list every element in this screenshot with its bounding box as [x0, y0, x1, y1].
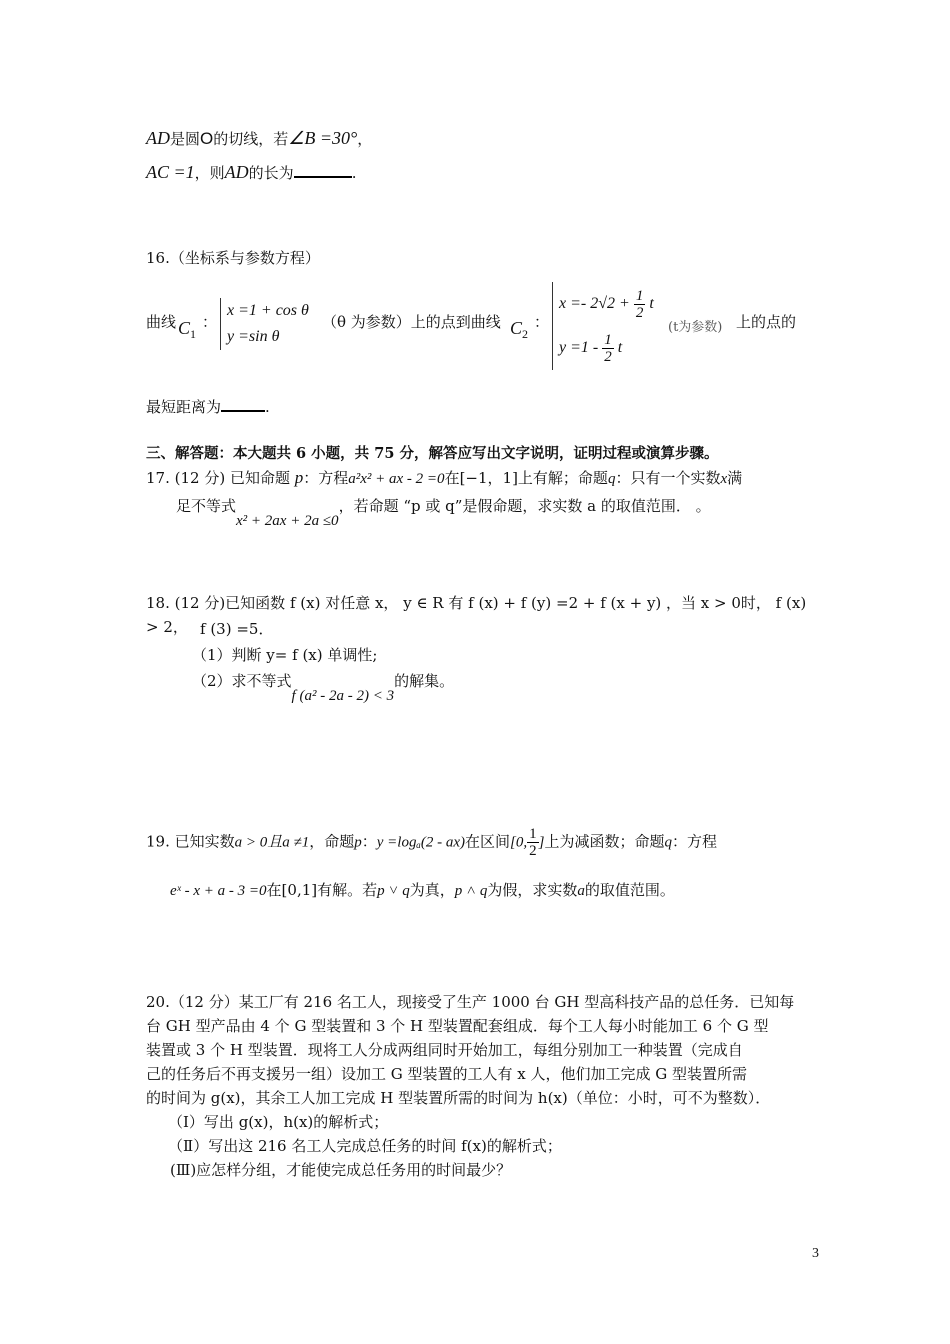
- q20-part1: （Ⅰ）写出 g(x)，h(x)的解析式；: [168, 1113, 389, 1131]
- q16-c2: $C_2$: [510, 318, 529, 341]
- q16-param1: （θ 为参数）上的点到曲线: [322, 313, 501, 331]
- q16-c1-eq2: y =sin θ: [227, 328, 280, 345]
- q15-line2: [146, 160, 820, 185]
- q16-post: 上的点的: [736, 313, 797, 331]
- q15-comma: ，: [357, 130, 373, 148]
- q20-line4: 己的任务后不再支援另一组）设加工 G 型装置的工人有 x 人，他们加工完成 G 型装置所需: [146, 1065, 748, 1083]
- q16-c1-eq1: x =1 + cos θ: [227, 302, 309, 319]
- page-number: 3: [812, 1246, 819, 1261]
- q15-ad: AD: [146, 128, 170, 148]
- q16-c1: $C_1$: [178, 318, 197, 341]
- q15-o: O: [200, 129, 214, 148]
- q19-line1: 19. 已知实数a > 0且a ≠1，命题p：y =logₐ(2 - ax)在区间[0, $\frac{1}{2}$ ]上为减函数；命题q：方程: [146, 826, 717, 859]
- q18-line1: 18. (12 分)已知函数 f (x) 对任意 x， y ∈ R 有 f (x) + f (y) =2 + f (x + y) ，当 x > 0时， f (x) > 2，: [146, 594, 807, 636]
- q18-part1: （1）判断 y= f (x) 单调性;: [192, 646, 378, 664]
- q15-answer-blank: [294, 160, 352, 178]
- q15-angle: ∠B =30°: [288, 128, 358, 148]
- q16-answer-blank: [221, 394, 265, 412]
- q16-period: .: [265, 398, 270, 416]
- q16-body: [146, 282, 820, 382]
- q16-shortest: 最短距离为: [146, 398, 222, 416]
- q15-text3: ，则: [194, 164, 225, 182]
- q15-text2: 的切线，若: [213, 130, 289, 148]
- q20-line2: 台 GH 型产品由 4 个 G 型装置和 3 个 H 型装置配套组成．每个工人每小时能加工 6 个 G 型: [146, 1017, 769, 1035]
- q16-line2: [146, 394, 820, 419]
- q15-ad2: AD: [224, 162, 249, 182]
- q16-param2: (t为参数): [668, 320, 723, 335]
- q15-ac: AC =1: [146, 162, 195, 182]
- q20-line1: 20.（12 分）某工厂有 216 名工人，现接受了生产 1000 台 GH 型高科技产品的总任务．已知每: [146, 993, 795, 1011]
- q15-text4: 的长为: [248, 164, 294, 182]
- q16-c1-system: [220, 298, 309, 350]
- q16-c2-eq2: y =1 - $\frac{1}{2}$ t: [559, 331, 623, 365]
- section3-title: 三、解答题：本大题共 6 小题，共 75 分，解答应写出文字说明，证明过程或演算步骤。: [146, 445, 719, 462]
- q16-colon1: ：: [202, 313, 218, 331]
- q15-text: 是圆: [170, 130, 201, 148]
- q16-c2-system: [552, 282, 654, 370]
- q17-line1: 17. (12 分) 已知命题 p：方程a²x² + ax - 2 =0在[−1，1]上有解；命题q：只有一个实数x满: [146, 468, 743, 487]
- q17-line2: 足不等式x² + 2ax + 2a ≤0，若命题 “p 或 q”是假命题，求实数 a 的取值范围． 。: [176, 497, 711, 529]
- q20-part3: (Ⅲ)应怎样分组，才能使完成总任务用的时间最少？: [170, 1161, 512, 1179]
- q16-c2-eq1: x =- 2√2 + $\frac{1}{2}$ t: [559, 287, 654, 321]
- q18-line2: f (3) =5．: [200, 620, 274, 638]
- q16-heading: 16.（坐标系与参数方程）: [146, 249, 320, 267]
- q15-period: .: [351, 164, 357, 182]
- q19-line2: eˣ - x + a - 3 =0在[0,1]有解。若p ˅ q为真，p ˄ q为假，求实数a的取值范围。: [170, 881, 675, 899]
- q16-curve-word: 曲线: [146, 313, 177, 331]
- q18-part2: （2）求不等式f (a² - 2a - 2) < 3的解集。: [192, 672, 455, 704]
- q20-part2: （Ⅱ）写出这 216 名工人完成总任务的时间 f(x)的解析式；: [168, 1137, 562, 1155]
- q16-colon2: ：: [534, 313, 550, 331]
- q20-line3: 装置或 3 个 H 型装置．现将工人分成两组同时开始加工，每组分别加工一种装置（完成自: [146, 1041, 743, 1059]
- q20-line5: 的时间为 g(x)，其余工人加工完成 H 型装置所需的时间为 h(x)（单位：小时，可不为整数）．: [146, 1089, 771, 1107]
- q15-line1: [146, 126, 820, 151]
